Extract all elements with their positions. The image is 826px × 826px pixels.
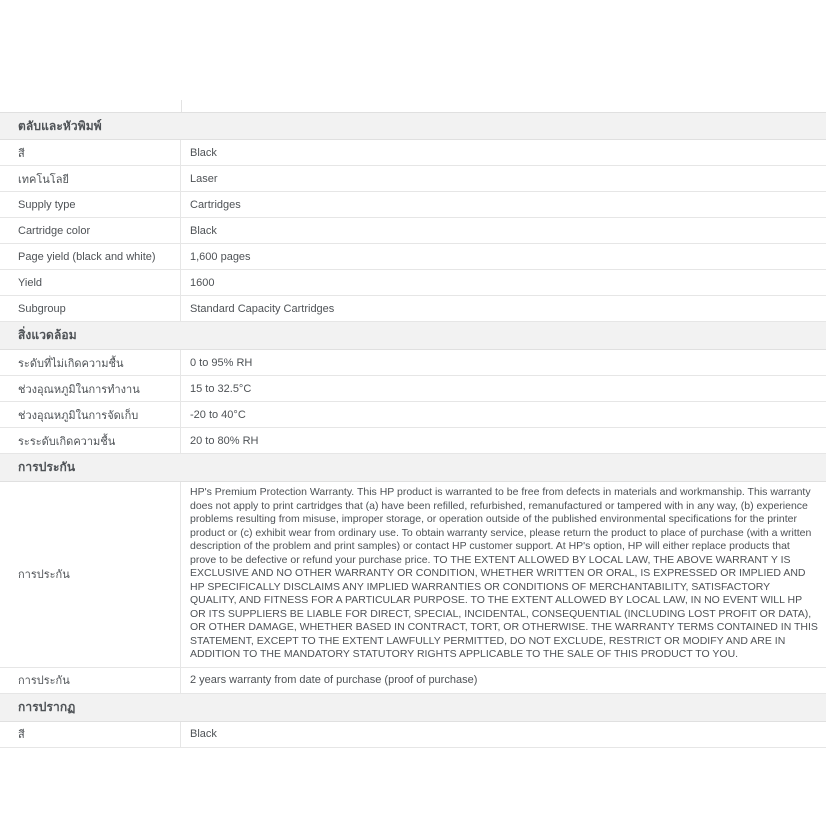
spec-row-technology — [0, 166, 826, 192]
spec-label: Supply type — [0, 192, 181, 217]
spec-value: Laser — [190, 172, 218, 185]
spec-label: เทคโนโลยี — [0, 166, 181, 191]
section-header-appearance: การปรากฏ — [0, 694, 826, 722]
spec-label: Page yield (black and white) — [0, 244, 181, 269]
spec-row-operating-temperature — [0, 376, 826, 402]
spec-row-color — [0, 140, 826, 166]
spec-row-condensing-humidity — [0, 428, 826, 454]
spec-row-noncondensing-humidity — [0, 350, 826, 376]
spec-value: 2 years warranty from date of purchase (proof of purchase) — [190, 674, 478, 686]
spec-row-warranty-duration — [0, 668, 826, 694]
spec-value: Black — [190, 728, 217, 740]
section-header-environment: สิ่งแวดล้อม — [0, 322, 826, 350]
spec-value: 1600 — [190, 276, 215, 289]
spec-label: ระระดับเกิดความชื้น — [0, 428, 181, 453]
spec-value: -20 to 40°C — [190, 408, 246, 421]
spec-value: 20 to 80% RH — [190, 434, 259, 447]
spec-row-storage-temperature — [0, 402, 826, 428]
section-header-cartridges-printheads: ตลับและหัวพิมพ์ — [0, 112, 826, 140]
spec-label: การประกัน — [0, 668, 181, 693]
spec-row-page-yield — [0, 244, 826, 270]
spec-label: ระดับที่ไม่เกิดความชื้น — [0, 350, 181, 375]
column-divider — [181, 100, 182, 112]
spec-value: Standard Capacity Cartridges — [190, 302, 335, 315]
spec-row-yield — [0, 270, 826, 296]
product-spec-table — [0, 99, 826, 748]
spec-label: Cartridge color — [0, 218, 181, 243]
section-header-warranty: การประกัน — [0, 454, 826, 482]
spec-label: สี — [0, 722, 181, 747]
spec-value: 0 to 95% RH — [190, 356, 253, 369]
spec-value: Cartridges — [190, 198, 241, 211]
spec-row-subgroup — [0, 296, 826, 322]
spec-row-supply-type — [0, 192, 826, 218]
spec-value: Black — [190, 224, 217, 237]
cut-off-row — [0, 99, 826, 112]
spec-label: ช่วงอุณหภูมิในการทำงาน — [0, 376, 181, 401]
spec-label: Subgroup — [0, 296, 181, 321]
spec-row-appearance-color — [0, 722, 826, 748]
spec-row-warranty-statement — [0, 482, 826, 668]
spec-row-cartridge-color — [0, 218, 826, 244]
spec-value: 1,600 pages — [190, 250, 251, 263]
spec-value: HP's Premium Protection Warranty. This HP product is warranted to be free from defects in materials and workmanship. This warranty does not apply to print cartridges that (a) have been refilled, refurbished, remanufactured or tampered with in any way, (b) experience problems resulting from misuse, improper storage, or operation outside of the published environmental specifications for the printer product or (c) exhibit wear from ordinary use. To obtain warranty service, please return the product to place of purchase (with a written description of the problem and print samples) or contact HP customer support. At HP's option, HP will either replace products that prove to be defective or refund your purchase price. TO THE EXTENT ALLOWED BY LOCAL LAW, THE ABOVE WARRANT Y IS EXCLUSIVE AND NO OTHER WARRANTY OR CONDITION, WHETHER WRITTEN OR ORAL, IS EXPRESSED OR IMPLIED AND HP SPECIFICALLY DISCLAIMS ANY IMPLIED WARRANTIES OR CONDITIONS OF MERCHANTABILITY, SATISFACTORY QUALITY, AND FITNESS FOR A PARTICULAR PURPOSE. TO THE EXTENT ALLOWED BY LOCAL LAW, IN NO EVENT WILL HP OR ITS SUPPLIERS BE LIABLE FOR DIRECT, SPECIAL, INCIDENTAL, CONSEQUENTIAL (INCLUDING LOST PROFIT OR DATA), OR OTHER DAMAGE, WHETHER BASED IN CONTRACT, TORT, OR OTHERWISE. THE WARRANTY TERMS CONTAINED IN THIS STATEMENT, EXCEPT TO THE EXTENT LAWFULLY PERMITTED, DO NOT EXCLUDE, RESTRICT OR MODIFY AND ARE IN ADDITION TO THE MANDATORY STATUTORY RIGHTS APPLICABLE TO THE SALE OF THIS PRODUCT TO YOU. — [190, 486, 818, 660]
spec-label: สี — [0, 140, 181, 165]
spec-value: Black — [190, 146, 217, 159]
spec-label: การประกัน — [0, 482, 181, 667]
spec-label: Yield — [0, 270, 181, 295]
spec-value: 15 to 32.5°C — [190, 382, 252, 395]
spec-label: ช่วงอุณหภูมิในการจัดเก็บ — [0, 402, 181, 427]
